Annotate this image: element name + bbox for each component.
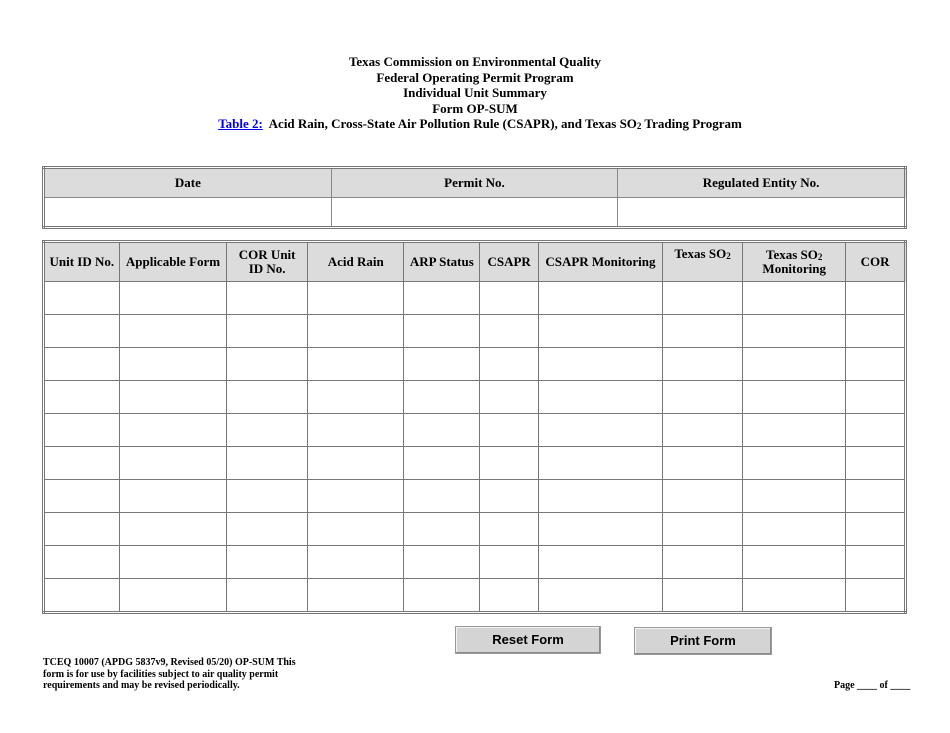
cor-cell bbox=[846, 480, 906, 513]
unit-id-field[interactable] bbox=[46, 283, 118, 313]
cor-unit-id-field[interactable] bbox=[228, 481, 306, 511]
csapr-monitoring-field[interactable] bbox=[540, 415, 661, 445]
unit-id-field[interactable] bbox=[46, 316, 118, 346]
applicable-form-field[interactable] bbox=[121, 448, 226, 478]
unit-id-field[interactable] bbox=[46, 382, 118, 412]
table-row bbox=[44, 414, 906, 447]
texas-so2-cell bbox=[662, 315, 743, 348]
acid-rain-header: Acid Rain bbox=[307, 242, 404, 282]
unit-id-field[interactable] bbox=[46, 481, 118, 511]
acid-rain-cell bbox=[307, 579, 404, 613]
texas-so2-monitoring-field[interactable] bbox=[744, 547, 844, 577]
print-form-button[interactable]: Print Form bbox=[634, 627, 772, 655]
texas-so2-monitoring-field[interactable] bbox=[744, 349, 844, 379]
texas-so2-field[interactable] bbox=[664, 580, 742, 610]
csapr-cell bbox=[480, 315, 539, 348]
cor-field[interactable] bbox=[847, 382, 903, 412]
csapr-monitoring-cell bbox=[539, 579, 663, 613]
csapr-monitoring-cell bbox=[539, 282, 663, 315]
texas-so2-cell bbox=[662, 447, 743, 480]
cor-unit-id-field[interactable] bbox=[228, 580, 306, 610]
texas-so2-monitoring-cell bbox=[743, 579, 846, 613]
cor-field[interactable] bbox=[847, 514, 903, 544]
csapr-monitoring-field[interactable] bbox=[540, 514, 661, 544]
unit-id-cell bbox=[44, 348, 120, 381]
csapr-monitoring-field[interactable] bbox=[540, 349, 661, 379]
applicable-form-cell bbox=[119, 414, 227, 447]
applicable-form-field[interactable] bbox=[121, 547, 226, 577]
texas-so2-cell bbox=[662, 513, 743, 546]
csapr-field[interactable] bbox=[481, 514, 537, 544]
table-row bbox=[44, 546, 906, 579]
acid-rain-field[interactable] bbox=[309, 547, 403, 577]
arp-status-field[interactable] bbox=[405, 283, 478, 313]
csapr-monitoring-cell bbox=[539, 480, 663, 513]
applicable-form-field[interactable] bbox=[121, 316, 226, 346]
permit-no-header: Permit No. bbox=[331, 168, 617, 198]
unit-id-cell bbox=[44, 480, 120, 513]
applicable-form-cell bbox=[119, 546, 227, 579]
acid-rain-cell bbox=[307, 546, 404, 579]
form-footnote: TCEQ 10007 (APDG 5837v9, Revised 05/20) OP-SUM This form is for use by facilities subject to air quality permit requirements and may be revised periodically. bbox=[43, 657, 296, 691]
csapr-monitoring-field[interactable] bbox=[540, 547, 661, 577]
acid-rain-field[interactable] bbox=[309, 316, 403, 346]
texas-so2-field[interactable] bbox=[664, 349, 742, 379]
applicable-form-header: Applicable Form bbox=[119, 242, 227, 282]
regulated-entity-field[interactable] bbox=[619, 199, 903, 225]
csapr-cell bbox=[480, 381, 539, 414]
csapr-cell bbox=[480, 579, 539, 613]
cor-unit-id-cell bbox=[227, 348, 308, 381]
cor-unit-id-cell bbox=[227, 513, 308, 546]
texas-so2-monitoring-field[interactable] bbox=[744, 415, 844, 445]
cor-unit-id-cell bbox=[227, 282, 308, 315]
unit-id-cell bbox=[44, 447, 120, 480]
csapr-monitoring-field[interactable] bbox=[540, 481, 661, 511]
csapr-cell bbox=[480, 282, 539, 315]
arp-status-cell bbox=[404, 348, 480, 381]
unit-id-field[interactable] bbox=[46, 514, 118, 544]
applicable-form-field[interactable] bbox=[121, 415, 226, 445]
texas-so2-monitoring-cell bbox=[743, 513, 846, 546]
acid-rain-cell bbox=[307, 315, 404, 348]
texas-so2-monitoring-field[interactable] bbox=[744, 514, 844, 544]
cor-cell bbox=[846, 315, 906, 348]
applicable-form-cell bbox=[119, 513, 227, 546]
table-row bbox=[44, 480, 906, 513]
texas-so2-monitoring-cell bbox=[743, 480, 846, 513]
unit-id-field[interactable] bbox=[46, 448, 118, 478]
texas-so2-monitoring-field[interactable] bbox=[744, 382, 844, 412]
cor-field[interactable] bbox=[847, 580, 903, 610]
applicable-form-field[interactable] bbox=[121, 283, 226, 313]
cor-cell bbox=[846, 348, 906, 381]
cor-field[interactable] bbox=[847, 547, 903, 577]
acid-rain-cell bbox=[307, 480, 404, 513]
acid-rain-field[interactable] bbox=[309, 580, 403, 610]
texas-so2-monitoring-cell bbox=[743, 381, 846, 414]
cor-unit-id-cell bbox=[227, 414, 308, 447]
texas-so2-monitoring-cell bbox=[743, 414, 846, 447]
applicable-form-field[interactable] bbox=[121, 349, 226, 379]
cor-unit-id-field[interactable] bbox=[228, 316, 306, 346]
csapr-monitoring-cell bbox=[539, 513, 663, 546]
acid-rain-field[interactable] bbox=[309, 514, 403, 544]
applicable-form-cell bbox=[119, 381, 227, 414]
cor-unit-id-field[interactable] bbox=[228, 382, 306, 412]
cor-unit-id-cell bbox=[227, 315, 308, 348]
applicable-form-field[interactable] bbox=[121, 481, 226, 511]
csapr-field[interactable] bbox=[481, 481, 537, 511]
arp-status-cell bbox=[404, 282, 480, 315]
agency-name: Texas Commission on Environmental Quality bbox=[348, 54, 602, 69]
permit-no-cell bbox=[331, 198, 617, 228]
arp-status-field[interactable] bbox=[405, 349, 478, 379]
applicable-form-field[interactable] bbox=[121, 580, 226, 610]
cor-cell bbox=[846, 546, 906, 579]
unit-id-field[interactable] bbox=[46, 580, 118, 610]
texas-so2-monitoring-cell bbox=[743, 447, 846, 480]
csapr-field[interactable] bbox=[481, 316, 537, 346]
texas-so2-field[interactable] bbox=[664, 547, 742, 577]
texas-so2-monitoring-cell bbox=[743, 282, 846, 315]
program-name: Federal Operating Permit Program bbox=[376, 69, 574, 85]
texas-so2-monitoring-field[interactable] bbox=[744, 316, 844, 346]
cor-unit-id-field[interactable] bbox=[228, 448, 306, 478]
info-table bbox=[42, 166, 907, 229]
csapr-field[interactable] bbox=[481, 580, 537, 610]
unit-id-header: Unit ID No. bbox=[44, 242, 120, 282]
table-row bbox=[44, 348, 906, 381]
texas-so2-field[interactable] bbox=[664, 316, 742, 346]
arp-status-cell bbox=[404, 315, 480, 348]
arp-status-cell bbox=[404, 447, 480, 480]
texas-so2-cell bbox=[662, 348, 743, 381]
arp-status-field[interactable] bbox=[405, 382, 478, 412]
unit-id-cell bbox=[44, 579, 120, 613]
table-row bbox=[44, 513, 906, 546]
arp-status-cell bbox=[404, 480, 480, 513]
cor-unit-id-header: COR Unit ID No. bbox=[227, 242, 308, 282]
texas-so2-cell bbox=[662, 480, 743, 513]
cor-unit-id-cell bbox=[227, 546, 308, 579]
csapr-cell bbox=[480, 414, 539, 447]
csapr-monitoring-header: CSAPR Monitoring bbox=[539, 242, 663, 282]
unit-id-field[interactable] bbox=[46, 415, 118, 445]
cor-unit-id-cell bbox=[227, 579, 308, 613]
acid-rain-field[interactable] bbox=[309, 349, 403, 379]
date-cell bbox=[44, 198, 332, 228]
texas-so2-cell bbox=[662, 282, 743, 315]
acid-rain-field[interactable] bbox=[309, 382, 403, 412]
cor-unit-id-field[interactable] bbox=[228, 349, 306, 379]
cor-unit-id-field[interactable] bbox=[228, 283, 306, 313]
unit-id-cell bbox=[44, 381, 120, 414]
acid-rain-cell bbox=[307, 348, 404, 381]
csapr-field[interactable] bbox=[481, 547, 537, 577]
applicable-form-cell bbox=[119, 348, 227, 381]
csapr-field[interactable] bbox=[481, 415, 537, 445]
table-row bbox=[44, 579, 906, 613]
arp-status-cell bbox=[404, 546, 480, 579]
acid-rain-cell bbox=[307, 414, 404, 447]
csapr-field[interactable] bbox=[481, 349, 537, 379]
texas-so2-header: Texas $SO_2$ bbox=[662, 242, 743, 282]
regulated-entity-cell bbox=[618, 198, 906, 228]
csapr-cell bbox=[480, 480, 539, 513]
texas-so2-field[interactable] bbox=[664, 283, 742, 313]
texas-so2-field[interactable] bbox=[664, 448, 742, 478]
table-2-link[interactable]: Table 2: bbox=[218, 116, 263, 131]
unit-summary-table bbox=[42, 240, 907, 614]
unit-id-cell bbox=[44, 414, 120, 447]
table-row bbox=[44, 315, 906, 348]
csapr-monitoring-cell bbox=[539, 546, 663, 579]
cor-field[interactable] bbox=[847, 349, 903, 379]
table-row bbox=[44, 381, 906, 414]
arp-status-cell bbox=[404, 579, 480, 613]
csapr-monitoring-cell bbox=[539, 414, 663, 447]
cor-cell bbox=[846, 282, 906, 315]
texas-so2-monitoring-field[interactable] bbox=[744, 481, 844, 511]
applicable-form-cell bbox=[119, 579, 227, 613]
texas-so2-field[interactable] bbox=[664, 415, 742, 445]
unit-id-cell bbox=[44, 282, 120, 315]
form-header bbox=[0, 54, 950, 132]
csapr-monitoring-field[interactable] bbox=[540, 448, 661, 478]
table-row bbox=[44, 447, 906, 480]
texas-so2-cell bbox=[662, 546, 743, 579]
csapr-cell bbox=[480, 348, 539, 381]
csapr-field[interactable] bbox=[481, 382, 537, 412]
cor-field[interactable] bbox=[847, 481, 903, 511]
csapr-monitoring-cell bbox=[539, 381, 663, 414]
acid-rain-field[interactable] bbox=[309, 481, 403, 511]
cor-field[interactable] bbox=[847, 283, 903, 313]
applicable-form-cell bbox=[119, 480, 227, 513]
cor-unit-id-field[interactable] bbox=[228, 415, 306, 445]
texas-so2-monitoring-cell bbox=[743, 348, 846, 381]
acid-rain-cell bbox=[307, 447, 404, 480]
texas-so2-field[interactable] bbox=[664, 514, 742, 544]
acid-rain-cell bbox=[307, 513, 404, 546]
texas-so2-monitoring-field[interactable] bbox=[744, 580, 844, 610]
csapr-monitoring-field[interactable] bbox=[540, 580, 661, 610]
cor-field[interactable] bbox=[847, 316, 903, 346]
texas-so2-monitoring-field[interactable] bbox=[744, 283, 844, 313]
table-title bbox=[10, 116, 950, 132]
cor-field[interactable] bbox=[847, 448, 903, 478]
table-title-text: Acid Rain, Cross-State Air Pollution Rule (CSAPR), and Texas $SO_2$ Trading Program bbox=[268, 116, 742, 131]
date-header: Date bbox=[44, 168, 332, 198]
cor-cell bbox=[846, 414, 906, 447]
cor-unit-id-cell bbox=[227, 447, 308, 480]
csapr-field[interactable] bbox=[481, 448, 537, 478]
csapr-cell bbox=[480, 513, 539, 546]
texas-so2-monitoring-header: Texas $SO_2$ Monitoring bbox=[743, 242, 846, 282]
cor-header: COR bbox=[846, 242, 906, 282]
arp-status-field[interactable] bbox=[405, 547, 478, 577]
applicable-form-field[interactable] bbox=[121, 382, 226, 412]
csapr-cell bbox=[480, 546, 539, 579]
texas-so2-cell bbox=[662, 579, 743, 613]
cor-field[interactable] bbox=[847, 415, 903, 445]
acid-rain-field[interactable] bbox=[309, 283, 403, 313]
date-field[interactable] bbox=[46, 199, 330, 225]
texas-so2-cell bbox=[662, 381, 743, 414]
csapr-monitoring-field[interactable] bbox=[540, 283, 661, 313]
applicable-form-cell bbox=[119, 282, 227, 315]
acid-rain-field[interactable] bbox=[309, 415, 403, 445]
form-name: Form OP-SUM bbox=[432, 100, 518, 116]
acid-rain-cell bbox=[307, 381, 404, 414]
cor-cell bbox=[846, 579, 906, 613]
acid-rain-cell bbox=[307, 282, 404, 315]
cor-cell bbox=[846, 381, 906, 414]
csapr-header: CSAPR bbox=[480, 242, 539, 282]
cor-unit-id-cell bbox=[227, 381, 308, 414]
unit-id-cell bbox=[44, 315, 120, 348]
csapr-field[interactable] bbox=[481, 283, 537, 313]
cor-unit-id-cell bbox=[227, 480, 308, 513]
texas-so2-field[interactable] bbox=[664, 481, 742, 511]
csapr-monitoring-cell bbox=[539, 447, 663, 480]
arp-status-cell bbox=[404, 381, 480, 414]
texas-so2-cell bbox=[662, 414, 743, 447]
cor-unit-id-field[interactable] bbox=[228, 514, 306, 544]
applicable-form-cell bbox=[119, 447, 227, 480]
summary-title: Individual Unit Summary bbox=[403, 85, 547, 100]
texas-so2-monitoring-cell bbox=[743, 546, 846, 579]
unit-id-field[interactable] bbox=[46, 547, 118, 577]
cor-unit-id-field[interactable] bbox=[228, 547, 306, 577]
reset-form-button[interactable]: Reset Form bbox=[455, 626, 601, 654]
csapr-monitoring-cell bbox=[539, 315, 663, 348]
arp-status-cell bbox=[404, 513, 480, 546]
arp-status-header: ARP Status bbox=[404, 242, 480, 282]
regulated-entity-header: Regulated Entity No. bbox=[618, 168, 906, 198]
cor-cell bbox=[846, 447, 906, 480]
arp-status-field[interactable] bbox=[405, 316, 478, 346]
csapr-monitoring-field[interactable] bbox=[540, 382, 661, 412]
page-number: Page ____ of ____ bbox=[834, 680, 911, 691]
texas-so2-monitoring-field[interactable] bbox=[744, 448, 844, 478]
unit-rows bbox=[44, 282, 906, 613]
arp-status-field[interactable] bbox=[405, 481, 478, 511]
arp-status-field[interactable] bbox=[405, 448, 478, 478]
texas-so2-field[interactable] bbox=[664, 382, 742, 412]
cor-cell bbox=[846, 513, 906, 546]
unit-id-cell bbox=[44, 513, 120, 546]
unit-id-field[interactable] bbox=[46, 349, 118, 379]
acid-rain-field[interactable] bbox=[309, 448, 403, 478]
arp-status-field[interactable] bbox=[405, 415, 478, 445]
arp-status-field[interactable] bbox=[405, 514, 478, 544]
applicable-form-cell bbox=[119, 315, 227, 348]
arp-status-field[interactable] bbox=[405, 580, 478, 610]
applicable-form-field[interactable] bbox=[121, 514, 226, 544]
csapr-monitoring-field[interactable] bbox=[540, 316, 661, 346]
csapr-cell bbox=[480, 447, 539, 480]
unit-id-cell bbox=[44, 546, 120, 579]
csapr-monitoring-cell bbox=[539, 348, 663, 381]
permit-no-field[interactable] bbox=[333, 199, 616, 225]
arp-status-cell bbox=[404, 414, 480, 447]
table-row bbox=[44, 282, 906, 315]
texas-so2-monitoring-cell bbox=[743, 315, 846, 348]
